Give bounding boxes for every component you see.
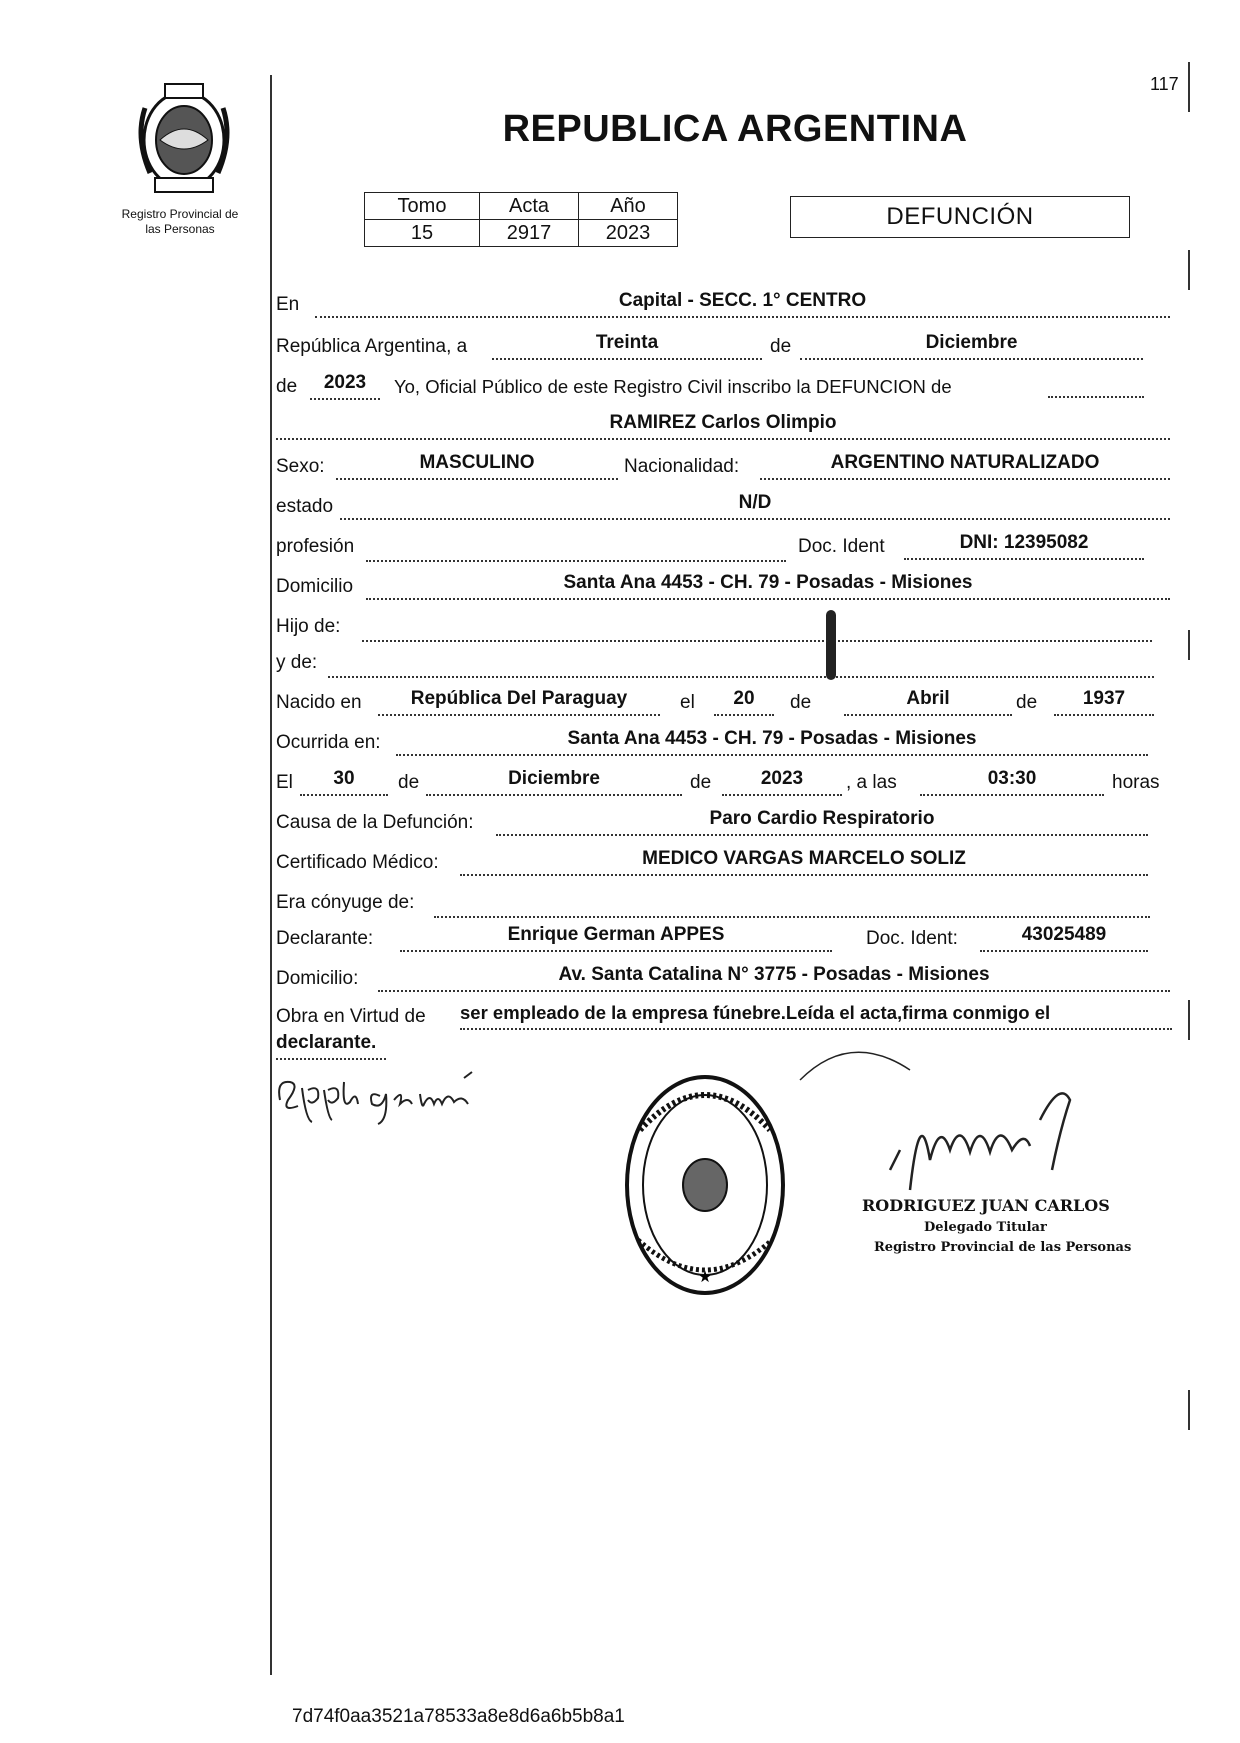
hijo-label: Hijo de: — [276, 616, 341, 637]
deceased-name: RAMIREZ Carlos Olimpio — [276, 412, 1170, 440]
declarante-value: Enrique German APPES — [400, 924, 832, 952]
doc-ident-value: DNI: 12395082 — [904, 532, 1144, 560]
dotted-line — [1048, 394, 1144, 398]
official-name: RODRIGUEZ JUAN CARLOS — [862, 1196, 1110, 1215]
profesion-label: profesión — [276, 536, 355, 557]
declarant-signature — [272, 1060, 502, 1135]
nacionalidad-label: Nacionalidad: — [624, 456, 740, 477]
registry-value-anio: 2023 — [579, 220, 678, 247]
document-hash: 7d74f0aa3521a78533a8e8d6a6b5b8a1 — [292, 1706, 625, 1727]
hijo-dots — [362, 638, 1152, 642]
conyuge-dots — [434, 914, 1150, 918]
muerte-mes: Diciembre — [426, 768, 682, 796]
alas-label: , a las — [846, 772, 897, 793]
en-label: En — [276, 294, 300, 315]
nacido-mes: Abril — [844, 688, 1012, 716]
ocurrida-value: Santa Ana 4453 - CH. 79 - Posadas - Misiones — [396, 728, 1148, 756]
inscribe-text: Yo, Oficial Público de este Registro Civil inscribo la DEFUNCION de — [394, 376, 952, 397]
page-number: 117 — [1150, 74, 1179, 94]
right-margin-dash — [1188, 630, 1190, 660]
decl-doc-label: Doc. Ident: — [866, 928, 958, 949]
certificado-label: Certificado Médico: — [276, 852, 439, 873]
yde-dots — [328, 674, 1154, 678]
republica-label: República Argentina, a — [276, 336, 468, 357]
estado-label: estado — [276, 496, 334, 517]
domicilio-value: Santa Ana 4453 - CH. 79 - Posadas - Misiones — [366, 572, 1170, 600]
obra-label: Obra en Virtud de — [276, 1006, 426, 1027]
right-margin-dash — [1188, 1000, 1190, 1040]
province-seal-logo — [125, 78, 243, 196]
de-label-2: de — [276, 376, 298, 397]
ocurrida-label: Ocurrida en: — [276, 732, 381, 753]
registry-name: Registro Provincial de las Personas — [121, 207, 239, 236]
de-label-4: de — [1016, 692, 1038, 713]
official-stamp — [620, 1070, 790, 1305]
de-label: de — [770, 336, 792, 357]
ink-mark — [826, 610, 836, 680]
day-value: Treinta — [492, 332, 762, 360]
sexo-value: MASCULINO — [336, 452, 618, 480]
de-label-5: de — [398, 772, 420, 793]
domicilio-label: Domicilio — [276, 576, 354, 597]
year-value: 2023 — [310, 372, 380, 400]
El-label: El — [276, 772, 293, 793]
horas-label: horas — [1112, 772, 1160, 793]
muerte-anio: 2023 — [722, 768, 842, 796]
de-label-3: de — [790, 692, 812, 713]
declarante-label: Declarante: — [276, 928, 374, 949]
nacido-anio: 1937 — [1054, 688, 1154, 716]
muerte-dia: 30 — [300, 768, 388, 796]
right-margin-dash — [1188, 250, 1190, 290]
de-label-6: de — [690, 772, 712, 793]
obra-value-2: declarante. — [276, 1032, 386, 1060]
official-org: Registro Provincial de las Personas — [874, 1240, 1132, 1255]
muerte-hora: 03:30 — [920, 768, 1104, 796]
document-type-box: DEFUNCIÓN — [790, 196, 1130, 238]
causa-value: Paro Cardio Respiratorio — [496, 808, 1148, 836]
right-margin-line — [1188, 62, 1190, 112]
right-margin-dash — [1188, 1390, 1190, 1430]
decl-domicilio-value: Av. Santa Catalina N° 3775 - Posadas - Misiones — [378, 964, 1170, 992]
decl-domicilio-label: Domicilio: — [276, 968, 359, 989]
doc-ident-label: Doc. Ident — [798, 536, 885, 557]
month-value: Diciembre — [800, 332, 1143, 360]
en-value: Capital - SECC. 1° CENTRO — [315, 290, 1170, 318]
conyuge-label: Era cónyuge de: — [276, 892, 415, 913]
registry-header-anio: Año — [579, 193, 678, 220]
nacido-dia: 20 — [714, 688, 774, 716]
page-title: REPUBLICA ARGENTINA — [502, 108, 968, 150]
profesion-dots — [366, 558, 786, 562]
nacionalidad-value: ARGENTINO NATURALIZADO — [760, 452, 1170, 480]
registry-header-tomo: Tomo — [365, 193, 480, 220]
registry-value-tomo: 15 — [365, 220, 480, 247]
registry-value-acta: 2917 — [480, 220, 579, 247]
svg-text:★: ★ — [697, 1267, 713, 1286]
official-signature — [790, 1040, 1120, 1205]
nacido-label: Nacido en — [276, 692, 362, 713]
yde-label: y de: — [276, 652, 318, 673]
nacido-lugar: República Del Paraguay — [378, 688, 660, 716]
estado-value: N/D — [340, 492, 1170, 520]
sexo-label: Sexo: — [276, 456, 325, 477]
official-title: Delegado Titular — [924, 1220, 1047, 1235]
decl-doc-value: 43025489 — [980, 924, 1148, 952]
causa-label: Causa de la Defunción: — [276, 812, 474, 833]
certificado-value: MEDICO VARGAS MARCELO SOLIZ — [460, 848, 1148, 876]
registry-table — [364, 192, 678, 247]
obra-value: ser empleado de la empresa fúnebre.Leída el acta,firma conmigo el — [460, 1002, 1172, 1030]
el-label: el — [680, 692, 695, 713]
registry-header-acta: Acta — [480, 193, 579, 220]
left-margin-line — [270, 75, 272, 1675]
